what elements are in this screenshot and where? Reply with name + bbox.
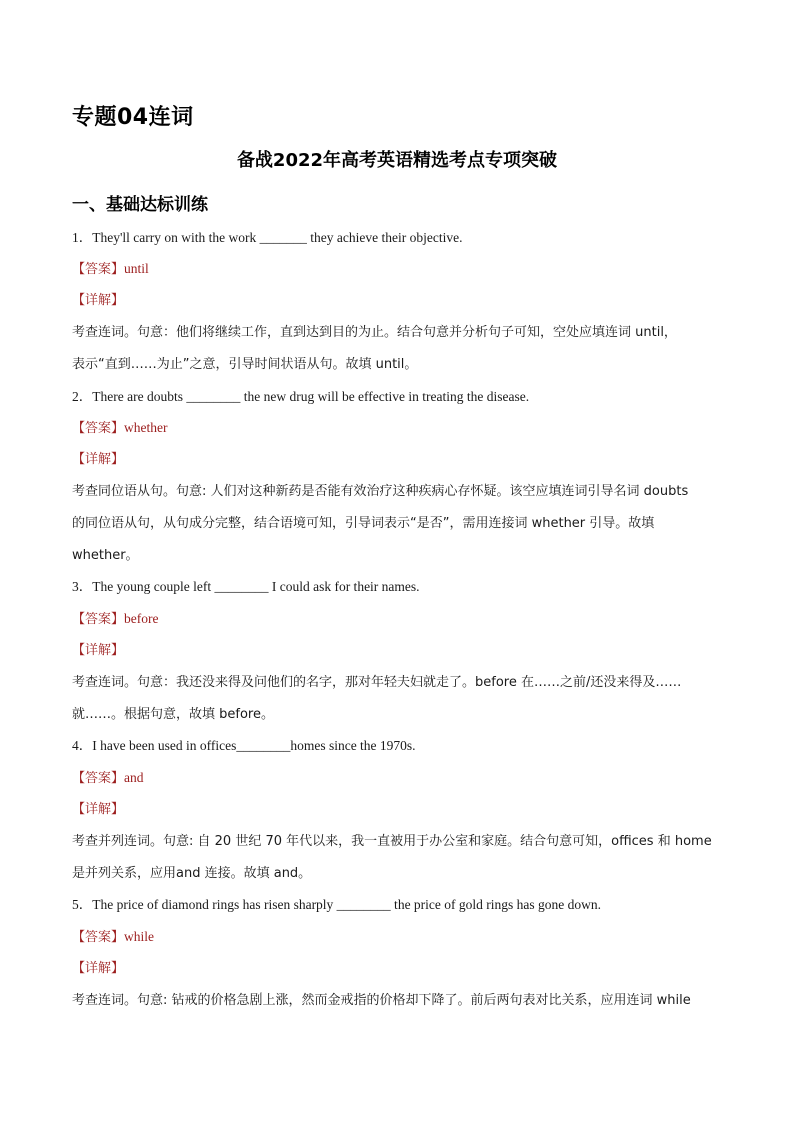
explain-3-line-2: 就……。根据句意，故填 before。 — [72, 707, 274, 722]
explain-2-line-2: 的同位语从句，从句成分完整，结合语境可知，引导词表示“是否”，需用连接词 whether 引导。故填 — [72, 516, 655, 531]
explain-tag-1: 【详解】 — [72, 293, 125, 308]
question-1: 1．They'll carry on with the work _______ they achieve their objective. — [72, 230, 463, 245]
answer-value: and — [124, 770, 144, 785]
explain-4-line-1: 考查并列连词。句意: 自 20 世纪 70 年代以来，我一直被用于办公室和家庭。结合句意可知，offices 和 home — [72, 834, 712, 849]
answer-tag: 【答案】 — [72, 930, 125, 945]
explain-tag-3: 【详解】 — [72, 643, 125, 658]
answer-value: until — [124, 261, 149, 276]
answer-value: while — [124, 929, 155, 944]
answer-5 — [72, 928, 732, 947]
question-5: 5．The price of diamond rings has risen sharply ________ the price of gold rings has gone down. — [72, 897, 602, 912]
section-heading: 一、基础达标训练 — [72, 195, 208, 215]
explain-3-line-1: 考查连词。句意：我还没来得及问他们的名字，那对年轻夫妇就走了。before 在……之前/还没来得及…… — [72, 675, 682, 690]
answer-tag: 【答案】 — [72, 262, 125, 277]
explain-1-line-2: 表示“直到……为止”之意，引导时间状语从句。故填 until。 — [72, 357, 418, 372]
answer-tag: 【答案】 — [72, 771, 125, 786]
answer-value: whether — [124, 420, 168, 435]
answer-2 — [72, 419, 732, 438]
explain-2-line-1: 考查同位语从句。句意: 人们对这种新药是否能有效治疗这种疾病心存怀疑。该空应填连词引导名词 doubts — [72, 484, 689, 499]
explain-tag-5: 【详解】 — [72, 961, 125, 976]
topic-title: 专题04连词 — [72, 105, 194, 130]
answer-tag: 【答案】 — [72, 612, 125, 627]
answer-tag: 【答案】 — [72, 421, 125, 436]
explain-2-line-3: whether。 — [72, 548, 139, 563]
document-subtitle: 备战2022年高考英语精选考点专项突破 — [236, 150, 558, 171]
explain-tag-2: 【详解】 — [72, 452, 125, 467]
answer-1 — [72, 260, 732, 279]
question-4: 4．I have been used in offices________homes since the 1970s. — [72, 738, 416, 753]
question-3: 3．The young couple left ________ I could ask for their names. — [72, 579, 420, 594]
answer-value: before — [124, 611, 159, 626]
question-2: 2．There are doubts ________ the new drug will be effective in treating the disease. — [72, 389, 530, 404]
explain-tag-4: 【详解】 — [72, 802, 125, 817]
explain-1-line-1: 考查连词。句意：他们将继续工作，直到达到目的为止。结合句意并分析句子可知，空处应填连词 until， — [72, 325, 677, 340]
explain-4-line-2: 是并列关系，应用and 连接。故填 and。 — [72, 866, 312, 881]
answer-4 — [72, 769, 732, 788]
explain-5-line-1: 考查连词。句意: 钻戒的价格急剧上涨，然而金戒指的价格却下降了。前后两句表对比关系，应用连词 while — [72, 993, 691, 1008]
answer-3 — [72, 610, 732, 629]
